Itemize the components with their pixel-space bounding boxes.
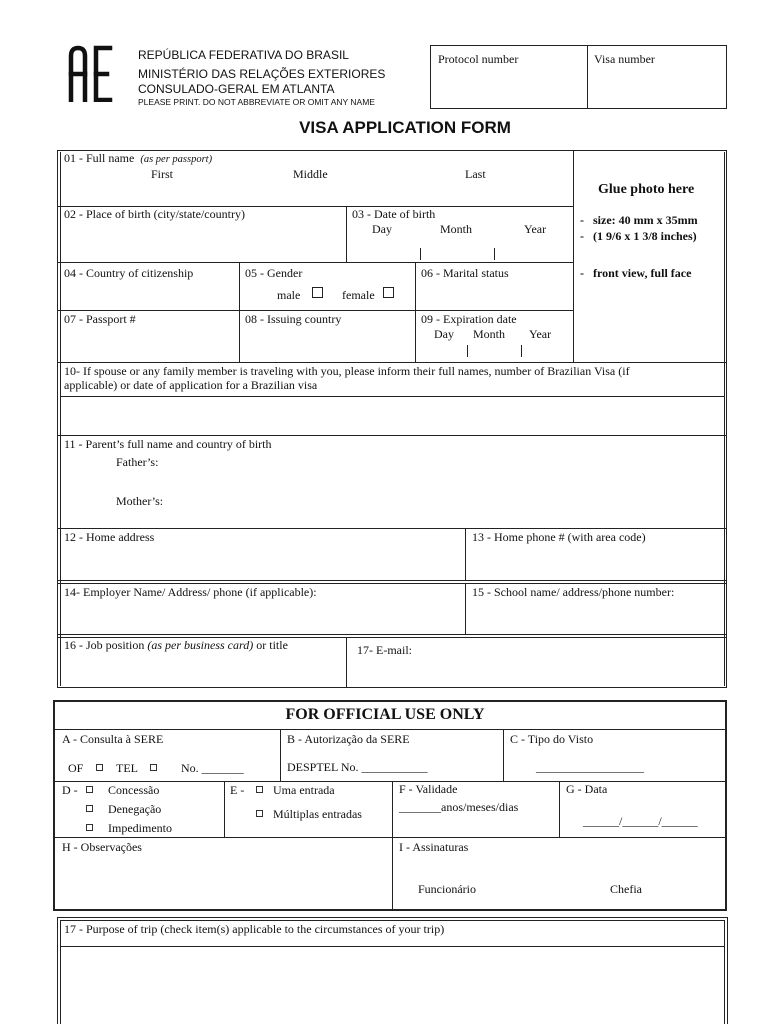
- family-members-input[interactable]: [64, 398, 720, 432]
- label-tel: TEL: [116, 761, 138, 775]
- label-no: No. _______: [181, 761, 244, 775]
- label-chefia: Chefia: [610, 882, 642, 896]
- header-country: REPÚBLICA FEDERATIVA DO BRASIL: [138, 48, 349, 62]
- label-full-name: 01 - Full name (as per passport): [64, 151, 213, 165]
- label-school: 15 - School name/ address/phone number:: [472, 585, 675, 599]
- label-exp-day: Day: [434, 327, 454, 341]
- label-expiration-date: 09 - Expiration date: [421, 312, 517, 326]
- label-gender: 05 - Gender: [245, 266, 303, 280]
- label-exp-month: Month: [473, 327, 506, 341]
- consulate-logo: [66, 44, 116, 102]
- male-checkbox[interactable]: [312, 287, 323, 298]
- visa-number-label: Visa number: [594, 52, 655, 66]
- tipo-visto-line[interactable]: __________________: [536, 760, 644, 774]
- label-marital-status: 06 - Marital status: [421, 266, 509, 280]
- issuing-country-input[interactable]: [245, 328, 411, 358]
- home-address-input[interactable]: [64, 546, 460, 578]
- denegacao-checkbox[interactable]: [86, 805, 93, 812]
- label-autorizacao-sere: B - Autorização da SERE: [287, 732, 410, 746]
- header-instruction: PLEASE PRINT. DO NOT ABBREVIATE OR OMIT ANY NAME: [138, 97, 375, 107]
- label-data: G - Data: [566, 782, 608, 796]
- label-desptel: DESPTEL No. ___________: [287, 760, 428, 774]
- tel-checkbox[interactable]: [150, 764, 157, 771]
- label-concessao: Concessão: [108, 783, 160, 797]
- label-employer: 14- Employer Name/ Address/ phone (if applicable):: [64, 585, 317, 599]
- label-d: D -: [62, 783, 78, 797]
- label-family-members-2: applicable) or date of application for a Brazilian visa: [64, 378, 318, 392]
- place-of-birth-input[interactable]: [64, 225, 342, 259]
- label-e: E -: [230, 783, 245, 797]
- form-title: VISA APPLICATION FORM: [299, 118, 511, 137]
- photo-area[interactable]: [575, 152, 723, 360]
- photo-view: - front view, full face: [580, 266, 692, 280]
- uma-entrada-checkbox[interactable]: [256, 786, 263, 793]
- label-assinaturas: I - Assinaturas: [399, 840, 469, 854]
- label-date-of-birth: 03 - Date of birth: [352, 207, 436, 221]
- protocol-number-label: Protocol number: [438, 52, 519, 66]
- date-of-birth-input[interactable]: [352, 237, 568, 259]
- of-checkbox[interactable]: [96, 764, 103, 771]
- home-phone-input[interactable]: [472, 546, 720, 578]
- job-position-input[interactable]: [64, 656, 342, 684]
- label-middle: Middle: [293, 167, 328, 181]
- photo-title: Glue photo here: [598, 182, 695, 197]
- label-place-of-birth: 02 - Place of birth (city/state/country): [64, 207, 245, 221]
- label-first: First: [151, 167, 174, 181]
- header-ministry: MINISTÉRIO DAS RELAÇÕES EXTERIORES: [138, 67, 386, 81]
- label-mother: Mother’s:: [116, 494, 164, 508]
- label-email: 17- E-mail:: [357, 643, 412, 657]
- label-impedimento: Impedimento: [108, 821, 172, 835]
- full-name-input[interactable]: [64, 183, 569, 205]
- validade-line[interactable]: _______anos/meses/dias: [399, 800, 519, 814]
- label-uma-entrada: Uma entrada: [273, 783, 335, 797]
- label-dob-day: Day: [372, 222, 392, 236]
- full-name-note: (as per passport): [140, 154, 213, 165]
- label-consulta-sere: A - Consulta à SERE: [62, 732, 164, 746]
- label-validade: F - Validade: [399, 782, 458, 796]
- label-female: female: [342, 288, 375, 302]
- official-use-title: FOR OFFICIAL USE ONLY: [285, 706, 485, 723]
- label-job-position: 16 - Job position (as per business card) or title: [64, 638, 288, 652]
- label-denegacao: Denegação: [108, 802, 162, 816]
- photo-size-mm: - size: 40 mm x 35mm: [580, 213, 698, 227]
- label-last: Last: [465, 167, 486, 181]
- label-father: Father’s:: [116, 455, 159, 469]
- label-observacoes: H - Observações: [62, 840, 142, 854]
- label-tipo-visto: C - Tipo do Visto: [510, 732, 594, 746]
- label-of: OF: [68, 761, 84, 775]
- label-multiplas-entradas: Múltiplas entradas: [273, 807, 362, 821]
- expiration-date-input[interactable]: [421, 342, 569, 360]
- label-purpose-of-trip: 17 - Purpose of trip (check item(s) applicable to the circumstances of your trip): [64, 922, 445, 936]
- email-input[interactable]: [357, 660, 720, 684]
- marital-status-input[interactable]: [421, 282, 569, 306]
- employer-input[interactable]: [64, 601, 460, 632]
- concessao-checkbox[interactable]: [86, 786, 93, 793]
- mother-input[interactable]: [170, 491, 718, 511]
- citizenship-input[interactable]: [64, 282, 235, 306]
- label-male: male: [277, 288, 301, 302]
- label-funcionario: Funcionário: [418, 882, 476, 896]
- multiplas-entradas-checkbox[interactable]: [256, 810, 263, 817]
- label-issuing-country: 08 - Issuing country: [245, 312, 342, 326]
- header-consulate: CONSULADO-GERAL EM ATLANTA: [138, 82, 335, 96]
- passport-input[interactable]: [64, 328, 235, 358]
- label-home-phone: 13 - Home phone # (with area code): [472, 530, 646, 544]
- label-dob-year: Year: [524, 222, 547, 236]
- observacoes-input[interactable]: [62, 857, 388, 905]
- label-exp-year: Year: [529, 327, 552, 341]
- father-input[interactable]: [170, 452, 718, 472]
- data-line[interactable]: ______/______/______: [583, 814, 698, 828]
- label-family-members: 10- If spouse or any family member is traveling with you, please inform their full names, number of Brazilian Visa (if: [64, 364, 630, 378]
- label-home-address: 12 - Home address: [64, 530, 155, 544]
- label-passport: 07 - Passport #: [64, 312, 136, 326]
- label-parents: 11 - Parent’s full name and country of birth: [64, 437, 272, 451]
- school-input[interactable]: [472, 601, 720, 632]
- female-checkbox[interactable]: [383, 287, 394, 298]
- photo-size-inches: - (1 9/6 x 1 3/8 inches): [580, 229, 697, 243]
- impedimento-checkbox[interactable]: [86, 824, 93, 831]
- label-dob-month: Month: [440, 222, 473, 236]
- label-citizenship: 04 - Country of citizenship: [64, 266, 194, 280]
